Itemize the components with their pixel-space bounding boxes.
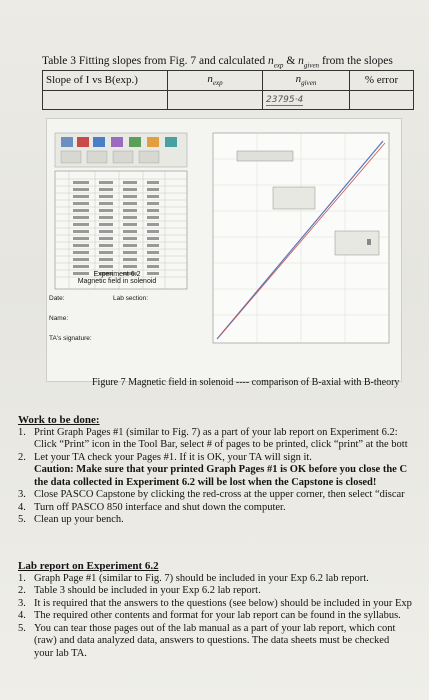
figure7-graphic: [47, 119, 401, 381]
table3-cell-n-given: [263, 90, 350, 110]
table3-data-row: [43, 90, 414, 110]
fit-box-2: [335, 231, 379, 255]
table3-cell-slope: [43, 90, 168, 110]
name-label: Name:: [49, 315, 69, 322]
item-text: Graph Page #1 (similar to Fig. 7) should be included in your Exp 6.2 lab report.: [34, 572, 369, 584]
lab-report-section: [18, 560, 429, 660]
header-n-exp-sub: exp: [212, 79, 223, 88]
caption-n-given: n: [298, 55, 304, 67]
table3-header-error: [350, 71, 414, 91]
table3-cell-error: [350, 90, 414, 110]
figure7-screenshot: [46, 118, 402, 382]
item-number: 5.: [18, 622, 26, 634]
caption-n-exp: n: [267, 55, 274, 67]
item-text: Clean up your bench.: [34, 514, 124, 525]
work-list: [18, 427, 429, 527]
list-item: [18, 598, 429, 611]
fit-box-1: [273, 187, 315, 209]
list-item: [18, 573, 429, 586]
item-number: 2.: [18, 451, 26, 463]
figure7-caption: Figure 7 Magnetic field in solenoid ---- comparison of B-axial with B-theory: [92, 377, 400, 388]
date-label: Date:: [49, 295, 65, 302]
item-number: 2.: [18, 585, 26, 596]
table3-header-n-given: [263, 71, 350, 91]
item-number: 1.: [18, 426, 26, 438]
lab-section-label: Lab section:: [113, 295, 149, 302]
graph-toolbar: [237, 151, 293, 161]
table3-caption-text: Table 3 Fitting slopes from Fig. 7 and calculated: [42, 55, 266, 67]
caption-and: &: [286, 55, 296, 67]
work-title: Work to be done:: [18, 414, 100, 426]
table3-caption: [42, 55, 427, 69]
caution-text-continued: the data collected in Experiment 6.2 will be lost when the Capstone is closed!: [34, 476, 377, 488]
item-text-continued: (raw) and data analyzed data, answers to questions. The data sheets must be checked: [34, 635, 390, 646]
item-number: 1.: [18, 572, 26, 584]
caption-n-exp-sub: exp: [273, 61, 284, 70]
item-text: Let your TA check your Pages #1. If it is OK, your TA will sign it.: [34, 451, 312, 463]
item-text: Print Graph Pages #1 (similar to Fig. 7) as a part of your lab report on Experiment 6.2:: [34, 426, 398, 438]
item-text: Table 3 should be included in your Exp 6.2 lab report.: [34, 585, 261, 596]
report-title: Lab report on Experiment 6.2: [18, 560, 159, 572]
header-n-exp: n: [207, 73, 213, 86]
caution-text: Caution: Make sure that your printed Graph Pages #1 is OK before you close the C: [34, 464, 408, 475]
experiment-subtitle: Magnetic field in solenoid: [77, 278, 157, 285]
work-to-be-done-section: [18, 414, 429, 527]
list-item: [18, 585, 429, 598]
item-text: It is required that the answers to the questions (see below) should be included in your Exp: [34, 597, 412, 609]
table3-header-n-exp: [168, 71, 263, 91]
experiment-title: Experiment 6.2: [93, 271, 141, 278]
list-item: [18, 610, 429, 623]
capstone-graph: [213, 133, 389, 343]
header-n-given: n: [295, 73, 302, 86]
table3-header-row: [43, 71, 414, 91]
handwritten-n-given-value: 23795·4: [266, 95, 304, 106]
item-text: Turn off PASCO 850 interface and shut down the computer.: [34, 501, 286, 513]
item-number: 3.: [18, 597, 26, 609]
header-n-given-sub: given: [301, 79, 317, 88]
table3-cell-n-exp: [168, 90, 263, 110]
list-item: [18, 489, 429, 502]
ta-signature-label: TA's signature:: [49, 335, 92, 342]
item-number: 3.: [18, 489, 26, 500]
experiment-title-block: [57, 271, 177, 285]
item-number: 4.: [18, 610, 26, 621]
caption-n-given-sub: given: [303, 61, 320, 70]
list-item: [18, 452, 429, 490]
item-text: You can tear those pages out of the lab manual as a part of your lab report, which cont: [34, 622, 396, 634]
list-item: [18, 502, 429, 515]
table3: [42, 70, 414, 110]
item-number: 4.: [18, 501, 26, 513]
list-item: [18, 427, 429, 452]
header-slope-label: Slope of I vs B(exp.): [46, 74, 138, 87]
list-item: [18, 514, 429, 527]
item-text-continued: your lab TA.: [34, 647, 87, 659]
list-item: [18, 623, 429, 661]
table3-header-slope: [43, 71, 168, 91]
item-text: The required other contents and format for your lab report can be found in the syllabus.: [34, 610, 401, 621]
item-text-continued: Click “Print” icon in the Tool Bar, select # of pages to be printed, click “print” at the bott: [34, 439, 408, 450]
report-list: [18, 573, 429, 661]
caption-suffix: from the slopes: [321, 55, 393, 67]
item-number: 5.: [18, 514, 26, 525]
header-error-label: % error: [364, 74, 399, 87]
item-text: Close PASCO Capstone by clicking the red-cross at the upper corner, then select “discar: [34, 489, 405, 500]
